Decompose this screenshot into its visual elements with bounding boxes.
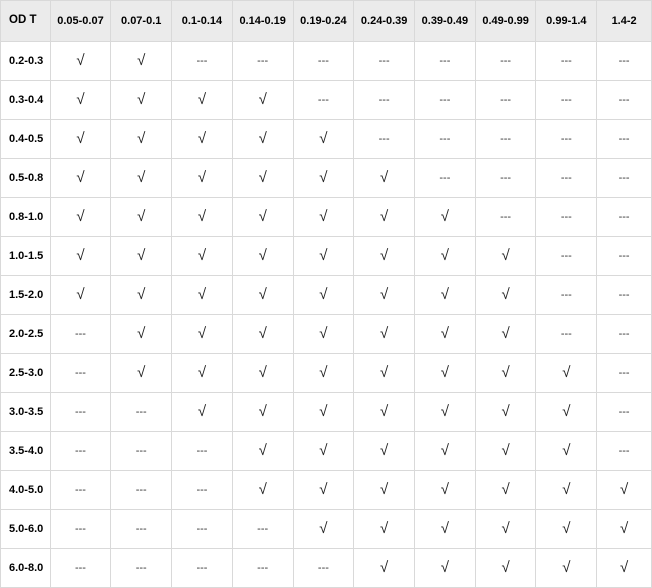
table-row [1,393,652,432]
cell-check [111,198,172,237]
cell-check [415,198,476,237]
cell-check [354,432,415,471]
cell-empty: --- [475,81,536,120]
cell-check [475,276,536,315]
cell-check [232,120,293,159]
cell-check [536,432,597,471]
cell-empty: --- [111,471,172,510]
table-row [1,159,652,198]
cell-check [172,159,233,198]
cell-empty: --- [597,42,652,81]
cell-check [111,120,172,159]
cell-check [354,237,415,276]
header-row [1,1,652,42]
row-header: 0.2-0.3 [1,42,51,81]
cell-check [232,159,293,198]
cell-check [293,315,354,354]
cell-check [354,354,415,393]
check-icon: √ [319,285,328,303]
check-icon: √ [137,90,146,108]
check-icon: √ [197,129,207,147]
check-icon: √ [380,285,389,303]
row-header: 4.0-5.0 [1,471,51,510]
check-icon: √ [258,129,267,147]
cell-check [111,42,172,81]
check-icon: √ [258,480,267,498]
cell-empty: --- [50,432,111,471]
check-icon: √ [501,558,510,576]
cell-check [415,276,476,315]
row-header: 0.8-1.0 [1,198,51,237]
cell-check [536,354,597,393]
cell-check [232,393,293,432]
check-icon: √ [380,363,389,381]
column-header: 0.24-0.39 [354,1,415,42]
cell-check [293,510,354,549]
check-icon: √ [137,168,146,186]
check-icon: √ [380,207,389,225]
table-row [1,510,652,549]
column-header: 1.4-2 [597,1,652,42]
cell-empty: --- [415,42,476,81]
check-icon: √ [440,324,449,342]
cell-check [111,237,172,276]
check-icon: √ [380,441,389,459]
check-icon: √ [319,519,328,537]
check-icon: √ [319,441,328,459]
cell-empty: --- [172,432,233,471]
cell-check [354,471,415,510]
cell-check [50,237,111,276]
cell-empty: --- [536,120,597,159]
check-icon: √ [258,246,267,264]
cell-check [293,432,354,471]
cell-check [111,159,172,198]
cell-empty: --- [536,315,597,354]
table-row [1,81,652,120]
check-icon: √ [197,90,207,108]
table-row [1,198,652,237]
check-icon: √ [76,168,85,186]
cell-empty: --- [536,198,597,237]
check-icon: √ [258,285,267,303]
cell-empty: --- [415,81,476,120]
table-row [1,120,652,159]
check-icon: √ [137,285,146,303]
cell-check [293,276,354,315]
check-icon: √ [197,207,207,225]
check-icon: √ [319,363,328,381]
cell-empty: --- [597,432,652,471]
row-header: 0.4-0.5 [1,120,51,159]
table-row [1,471,652,510]
cell-check [232,198,293,237]
check-icon: √ [380,558,389,576]
check-icon: √ [501,324,510,342]
cell-check [50,198,111,237]
check-icon: √ [440,480,449,498]
cell-check [597,471,652,510]
cell-empty: --- [536,237,597,276]
column-header: 0.39-0.49 [415,1,476,42]
cell-empty: --- [597,198,652,237]
check-icon: √ [76,51,85,69]
column-header: 0.05-0.07 [50,1,111,42]
check-icon: √ [380,168,389,186]
cell-check [475,510,536,549]
cell-check [415,549,476,588]
cell-check [415,237,476,276]
cell-check [354,510,415,549]
row-header: 2.5-3.0 [1,354,51,393]
cell-check [415,432,476,471]
check-icon: √ [319,324,328,342]
check-icon: √ [258,324,267,342]
cell-empty: --- [232,549,293,588]
column-header: 0.49-0.99 [475,1,536,42]
check-icon: √ [380,246,389,264]
cell-check [415,315,476,354]
check-icon: √ [319,402,328,420]
check-icon: √ [197,285,207,303]
cell-check [293,198,354,237]
cell-check [475,549,536,588]
cell-empty: --- [111,549,172,588]
cell-empty: --- [597,393,652,432]
check-icon: √ [440,441,449,459]
check-icon: √ [440,207,449,225]
cell-check [50,120,111,159]
cell-check [172,276,233,315]
cell-empty: --- [475,42,536,81]
cell-check [354,549,415,588]
column-header: 0.1-0.14 [172,1,233,42]
cell-check [475,315,536,354]
check-icon: √ [319,168,328,186]
cell-check [293,237,354,276]
check-icon: √ [319,480,328,498]
corner-header-label: OD T [1,1,51,42]
cell-empty: --- [597,159,652,198]
check-icon: √ [197,324,207,342]
table-body [1,42,652,588]
cell-check [293,393,354,432]
cell-check [475,393,536,432]
check-icon: √ [258,363,267,381]
cell-check [232,276,293,315]
check-icon: √ [562,519,571,537]
check-icon: √ [137,207,146,225]
check-icon: √ [440,363,449,381]
cell-empty: --- [50,354,111,393]
check-icon: √ [501,285,510,303]
cell-check [475,471,536,510]
row-header: 1.0-1.5 [1,237,51,276]
check-icon: √ [619,480,629,498]
check-icon: √ [76,246,85,264]
check-icon: √ [76,285,85,303]
cell-check [354,315,415,354]
cell-empty: --- [111,432,172,471]
cell-empty: --- [172,549,233,588]
cell-empty: --- [172,471,233,510]
cell-empty: --- [597,315,652,354]
check-icon: √ [137,324,146,342]
cell-check [536,510,597,549]
column-header: 0.14-0.19 [232,1,293,42]
cell-check [415,393,476,432]
cell-check [172,393,233,432]
table-row [1,315,652,354]
table-row [1,549,652,588]
cell-empty: --- [536,81,597,120]
cell-check [232,471,293,510]
check-icon: √ [440,519,449,537]
table-row [1,42,652,81]
row-header: 0.3-0.4 [1,81,51,120]
cell-check [172,198,233,237]
check-icon: √ [380,480,389,498]
row-header: 5.0-6.0 [1,510,51,549]
cell-check [50,276,111,315]
row-header: 3.5-4.0 [1,432,51,471]
check-icon: √ [258,441,267,459]
cell-empty: --- [50,510,111,549]
table-header [1,1,652,42]
cell-check [50,42,111,81]
table-row [1,276,652,315]
cell-empty: --- [536,42,597,81]
check-icon: √ [258,90,267,108]
column-header: 0.19-0.24 [293,1,354,42]
cell-empty: --- [232,510,293,549]
check-icon: √ [319,129,328,147]
check-icon: √ [562,558,571,576]
cell-empty: --- [415,159,476,198]
check-icon: √ [380,519,389,537]
check-icon: √ [380,324,389,342]
cell-check [111,81,172,120]
table-row [1,432,652,471]
check-icon: √ [562,441,571,459]
cell-check [354,198,415,237]
cell-check [232,237,293,276]
cell-check [111,276,172,315]
cell-check [597,549,652,588]
cell-check [232,315,293,354]
cell-check [172,237,233,276]
cell-check [293,471,354,510]
cell-check [475,354,536,393]
check-icon: √ [258,402,267,420]
check-icon: √ [562,402,571,420]
cell-empty: --- [111,393,172,432]
cell-check [172,120,233,159]
cell-check [475,432,536,471]
cell-check [232,81,293,120]
cell-empty: --- [293,81,354,120]
cell-check [354,159,415,198]
cell-check [536,471,597,510]
row-header: 3.0-3.5 [1,393,51,432]
cell-empty: --- [50,471,111,510]
row-header: 1.5-2.0 [1,276,51,315]
check-icon: √ [76,90,85,108]
cell-empty: --- [354,42,415,81]
check-icon: √ [501,363,510,381]
check-icon: √ [440,402,449,420]
cell-check [415,510,476,549]
check-icon: √ [619,519,629,537]
cell-check [50,81,111,120]
check-icon: √ [562,363,571,381]
check-icon: √ [619,558,629,576]
cell-empty: --- [50,393,111,432]
check-icon: √ [137,129,146,147]
check-icon: √ [197,402,207,420]
row-header: 2.0-2.5 [1,315,51,354]
cell-empty: --- [597,81,652,120]
cell-check [536,549,597,588]
cell-empty: --- [597,120,652,159]
check-icon: √ [501,402,510,420]
row-header: 6.0-8.0 [1,549,51,588]
cell-check [172,315,233,354]
cell-check [293,159,354,198]
column-header: 0.99-1.4 [536,1,597,42]
cell-empty: --- [475,159,536,198]
cell-check [172,81,233,120]
cell-check [415,471,476,510]
cell-empty: --- [597,354,652,393]
cell-check [536,393,597,432]
check-icon: √ [501,480,510,498]
cell-check [475,237,536,276]
cell-check [111,315,172,354]
cell-empty: --- [172,510,233,549]
cell-empty: --- [536,276,597,315]
cell-check [354,393,415,432]
table-row [1,354,652,393]
check-icon: √ [258,207,267,225]
cell-empty: --- [111,510,172,549]
check-icon: √ [440,246,449,264]
cell-check [354,276,415,315]
cell-check [293,354,354,393]
cell-check [111,354,172,393]
check-icon: √ [440,285,449,303]
cell-empty: --- [597,276,652,315]
row-header: 0.5-0.8 [1,159,51,198]
cell-check [597,510,652,549]
check-icon: √ [440,558,449,576]
check-icon: √ [137,363,146,381]
check-icon: √ [562,480,571,498]
cell-empty: --- [354,120,415,159]
cell-empty: --- [293,42,354,81]
check-icon: √ [197,363,207,381]
check-icon: √ [501,519,510,537]
cell-check [415,354,476,393]
cell-empty: --- [415,120,476,159]
cell-empty: --- [475,120,536,159]
cell-empty: --- [172,42,233,81]
check-icon: √ [76,207,85,225]
cell-empty: --- [232,42,293,81]
cell-empty: --- [50,315,111,354]
cell-empty: --- [50,549,111,588]
cell-empty: --- [597,237,652,276]
check-icon: √ [197,168,207,186]
check-icon: √ [319,207,328,225]
check-icon: √ [258,168,267,186]
cell-empty: --- [475,198,536,237]
cell-empty: --- [354,81,415,120]
table-row [1,237,652,276]
check-icon: √ [501,441,510,459]
check-icon: √ [197,246,207,264]
cell-empty: --- [293,549,354,588]
check-icon: √ [137,51,146,69]
cell-check [172,354,233,393]
check-icon: √ [501,246,510,264]
check-icon: √ [319,246,328,264]
column-header: 0.07-0.1 [111,1,172,42]
cell-check [232,354,293,393]
cell-check [232,432,293,471]
check-icon: √ [76,129,85,147]
cell-check [293,120,354,159]
check-icon: √ [380,402,389,420]
cell-check [50,159,111,198]
cell-empty: --- [536,159,597,198]
check-icon: √ [137,246,146,264]
